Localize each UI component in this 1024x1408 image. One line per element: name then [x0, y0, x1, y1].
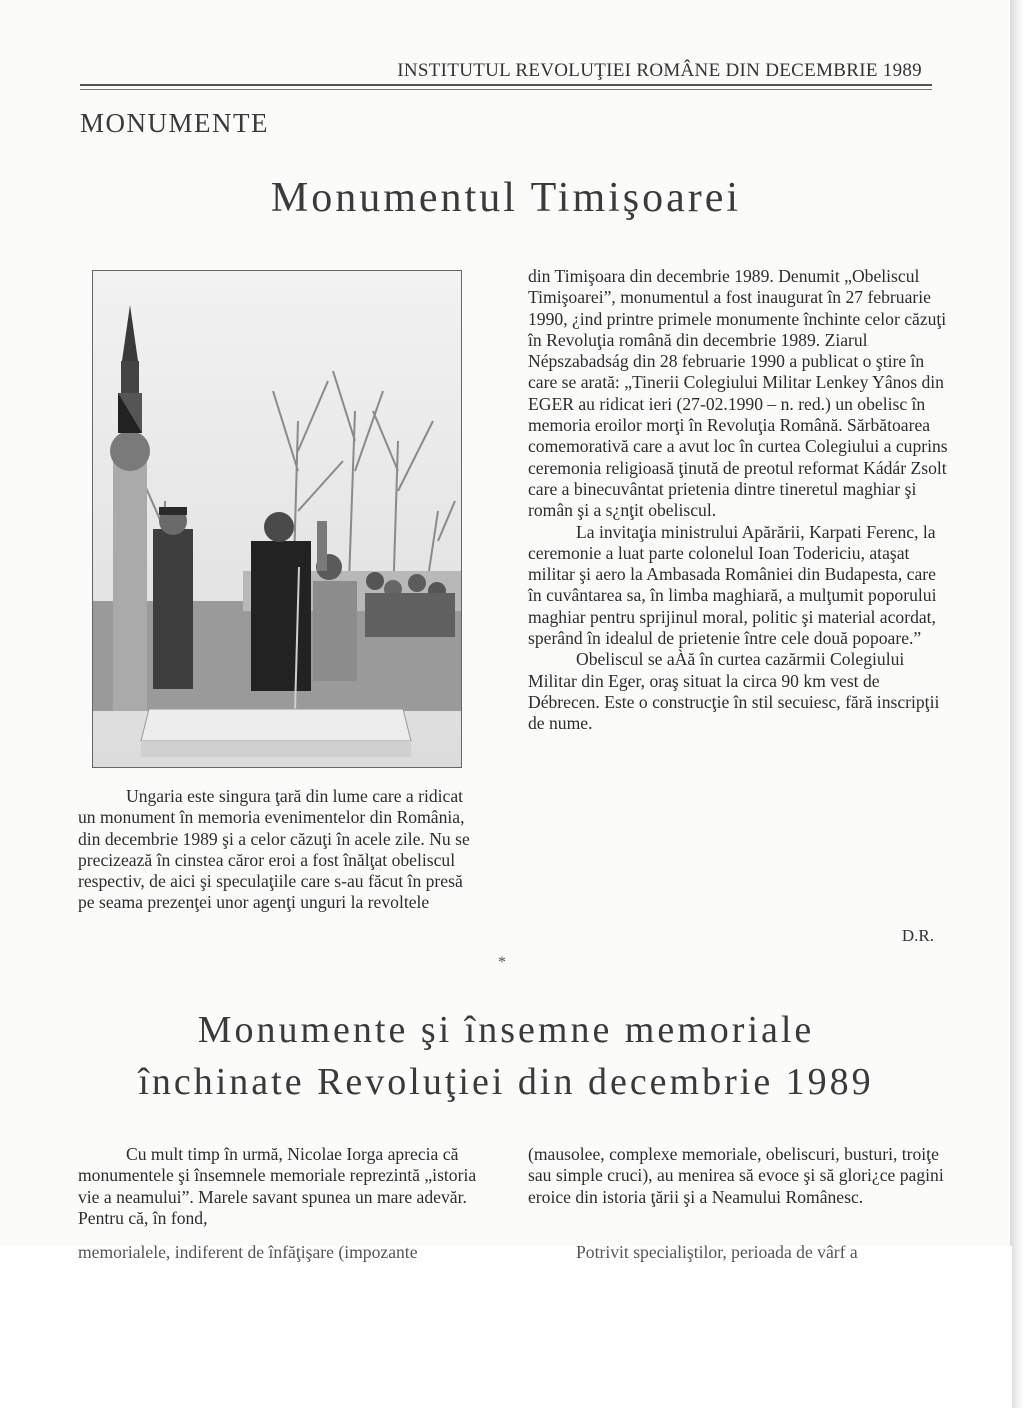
- title-line-2: închinate Revoluţiei din decembrie 1989: [138, 1061, 874, 1103]
- body-paragraph-3: Obeliscul se aÀă în curtea cazărmii Colegiului Militar din Eger, oraş situat la circa 90 km vest de Débrecen. Este o construcţie în stil secuiesc, fără inscripţii de nume.: [528, 649, 940, 734]
- second-article-title: [0, 1004, 1012, 1108]
- header-rule: [80, 84, 932, 86]
- title-line-1: Monumente şi însemne memoriale: [197, 1009, 815, 1051]
- second-article-left-column: [78, 1144, 482, 1229]
- page-header: [80, 58, 932, 92]
- article-separator: *: [498, 954, 506, 971]
- scan-edge-shadow: [1010, 0, 1024, 1408]
- cut-text-left: [78, 1242, 482, 1251]
- article-title: Monumentul Timişoarei: [270, 175, 742, 221]
- header-rule-thin: [80, 89, 932, 90]
- body-paragraph-1: din Timişoara din decembrie 1989. Denumit „Obeliscul Timişoarei”, monumentul a fost inaugurat în 27 februarie 1990, ¿ind printre primele monumente închinte celor căzuţi în Revoluţia română din decembrie 1989. Ziarul Népszabadság din 28 februarie 1990 a publicat o ştire în care se arată: „Tinerii Colegiului Militar Lenkey Yânos din EGER au ridicat ieri (27-02.1990 – n. red.) un obelisc în memoria eroilor morţi în Revoluţia Română. Sărbătoarea comemorativă care a avut loc în curtea Colegiului a cuprins ceremonia religioasă ţinută de preotul reformat Kádár Zsolt care a binecuvântat prietenia dintre tineretul maghiar şi român şi a s¿nţit obeliscul.: [528, 266, 948, 521]
- cut-text-right: [576, 1242, 948, 1251]
- second-article-right-column: [528, 1144, 948, 1208]
- article-right-column: [528, 266, 948, 735]
- monument-photo: [92, 270, 462, 768]
- photo-illustration: [93, 271, 461, 767]
- author-signature: D.R.: [901, 926, 934, 945]
- article-caption-column: [78, 786, 474, 914]
- section-label: MONUMENTE: [80, 108, 269, 138]
- scan-cutoff: [0, 1246, 1012, 1408]
- body-paragraph-2: La invitaţia ministrului Apărării, Karpati Ferenc, la ceremonie a luat parte colonelul Ioan Todericiu, ataşat militar şi aero la Ambasada României din Budapesta, care în cuvântarea sa, în limba maghiară, a mulţumit poporului maghiar pentru sprijinul moral, politic şi material acordat, sperând în idealul de prietenie între cele două popoare.”: [528, 521, 937, 649]
- caption-paragraph: Ungaria este singura ţară din lume care a ridicat un monument în memoria evenimentelor din România, din decembrie 1989 şi a celor căzuţi în acele zile. Nu se precizează în cinstea căror eroi a fost înălţat obeliscul respectiv, de aici şi speculaţiile care s-au făcut în presă pe seama prezenţei unor agenţi unguri la revoltele: [78, 786, 470, 913]
- second-right-paragraph: (mausolee, complexe memoriale, obeliscuri, busturi, troiţe sau simple cruci), au menirea să evoce şi să glori¿ce pagini eroice din istoria ţării şi a Neamului Românesc.: [528, 1144, 944, 1207]
- header-title: INSTITUTUL REVOLUŢIEI ROMÂNE DIN DECEMBRIE 1989: [397, 60, 922, 81]
- second-left-paragraph: Cu mult timp în urmă, Nicolae Iorga aprecia că monumentele şi însemnele memoriale reprezintă „istoria vie a neamului”. Marele savant spunea un mare adevăr. Pentru că, în fond,: [78, 1144, 477, 1228]
